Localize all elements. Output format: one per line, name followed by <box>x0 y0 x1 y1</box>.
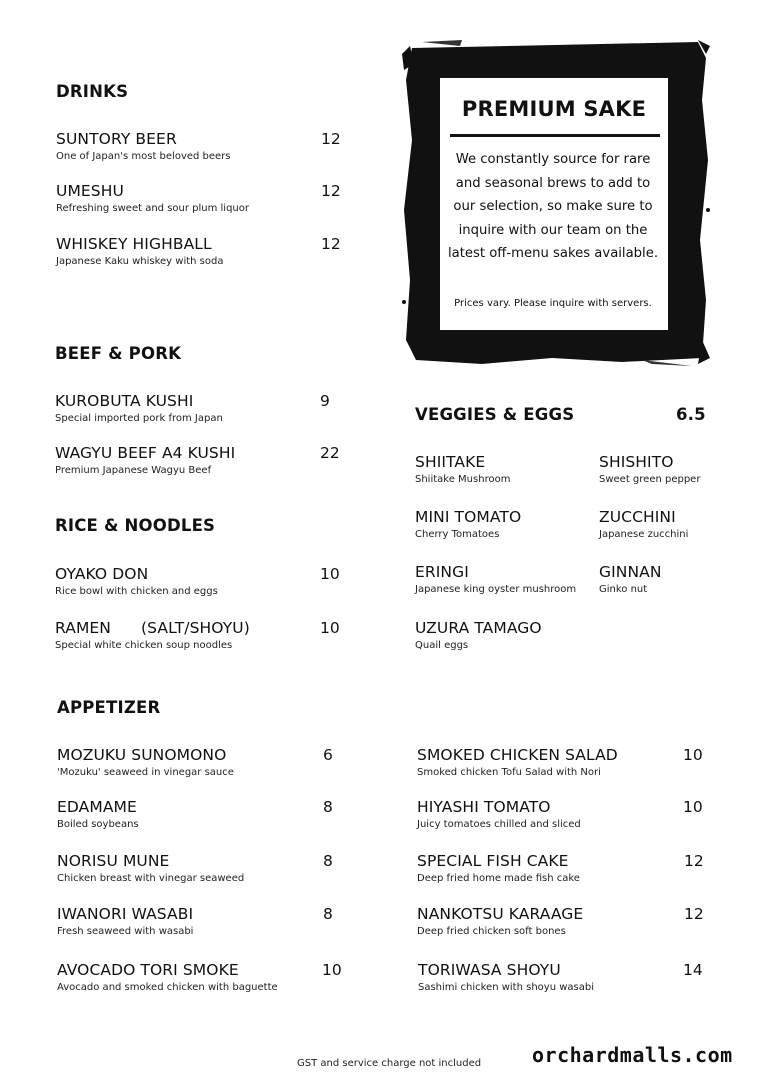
description-line: our selection, so make sure to <box>453 199 653 214</box>
item-description: Shiitake Mushroom <box>415 474 511 485</box>
item-name-main: RAMEN <box>55 619 112 637</box>
item-name: EDAMAME <box>57 798 137 816</box>
item-price: 12 <box>321 235 341 253</box>
item-name-variant: (SALT/SHOYU) <box>141 619 250 637</box>
item-name: SHIITAKE <box>415 453 486 471</box>
item-name: ZUCCHINI <box>599 508 676 526</box>
menu-item <box>415 508 521 540</box>
item-price: 8 <box>323 852 333 870</box>
section-heading-drinks: DRINKS <box>56 82 129 101</box>
menu-item <box>599 453 700 485</box>
premium-sake-title: PREMIUM SAKE <box>461 97 647 121</box>
section-price: 6.5 <box>676 405 706 424</box>
menu-item <box>417 852 580 884</box>
item-name: SHISHITO <box>599 453 674 471</box>
menu-item <box>57 961 278 993</box>
item-price: 12 <box>684 852 704 870</box>
item-name: UZURA TAMAGO <box>415 619 542 637</box>
section-heading-beef-pork: BEEF & PORK <box>55 344 182 363</box>
item-description: One of Japan's most beloved beers <box>56 151 231 162</box>
item-description: Sweet green pepper <box>599 474 701 485</box>
item-description: 'Mozuku' seaweed in vinegar sauce <box>57 767 234 778</box>
item-price: 22 <box>320 444 340 462</box>
item-name: OYAKO DON <box>55 565 149 583</box>
menu-item <box>417 798 581 830</box>
tax-service-note: GST and service charge not included <box>297 1058 482 1069</box>
section-heading-rice-noodles: RICE & NOODLES <box>55 516 216 535</box>
menu-item <box>57 798 139 830</box>
item-name: IWANORI WASABI <box>57 905 194 923</box>
menu-item <box>55 444 235 476</box>
menu-item <box>56 130 231 162</box>
item-price: 10 <box>683 798 703 816</box>
item-description: Fresh seaweed with wasabi <box>57 926 194 937</box>
premium-sake-price-note: Prices vary. Please inquire with servers. <box>454 298 652 309</box>
item-name: NORISU MUNE <box>57 852 170 870</box>
item-name: NANKOTSU KARAAGE <box>417 905 584 923</box>
menu-item <box>418 961 594 993</box>
item-name: GINNAN <box>599 563 662 581</box>
item-description: Deep fried chicken soft bones <box>417 926 566 937</box>
item-price: 8 <box>323 798 333 816</box>
item-description: Japanese Kaku whiskey with soda <box>56 256 224 267</box>
item-price: 8 <box>323 905 333 923</box>
title-underline <box>450 134 660 137</box>
item-description: Ginko nut <box>599 584 648 595</box>
menu-item <box>417 905 583 937</box>
menu-item <box>55 619 250 651</box>
item-name: UMESHU <box>56 182 124 200</box>
menu-item <box>55 565 218 597</box>
item-description: Rice bowl with chicken and eggs <box>55 586 218 597</box>
menu-item <box>55 392 223 424</box>
item-description: Boiled soybeans <box>57 819 139 830</box>
description-line: latest off-menu sakes available. <box>447 246 659 261</box>
item-price: 14 <box>683 961 703 979</box>
premium-sake-description <box>446 148 660 266</box>
item-description: Quail eggs <box>415 640 469 651</box>
menu-item <box>57 852 244 884</box>
menu-item <box>417 746 618 778</box>
item-price: 6 <box>323 746 333 764</box>
item-description: Avocado and smoked chicken with baguette <box>57 982 278 993</box>
menu-item <box>415 563 576 595</box>
menu-item <box>57 905 193 937</box>
item-price: 10 <box>683 746 703 764</box>
menu-item <box>599 563 662 595</box>
menu-item <box>56 182 249 214</box>
item-name: SUNTORY BEER <box>56 130 177 148</box>
item-description: Japanese king oyster mushroom <box>415 584 577 595</box>
item-price: 10 <box>320 565 340 583</box>
item-name <box>55 619 250 637</box>
item-description: Chicken breast with vinegar seaweed <box>57 873 245 884</box>
item-name: TORIWASA SHOYU <box>418 961 561 979</box>
item-name: MINI TOMATO <box>415 508 522 526</box>
menu-item <box>57 746 234 778</box>
item-name: KUROBUTA KUSHI <box>55 392 194 410</box>
item-name: SPECIAL FISH CAKE <box>417 852 569 870</box>
menu-item <box>56 235 223 267</box>
item-name: HIYASHI TOMATO <box>417 798 551 816</box>
watermark: orchardmalls.com <box>532 1043 733 1067</box>
item-name: SMOKED CHICKEN SALAD <box>417 746 618 764</box>
item-description: Sashimi chicken with shoyu wasabi <box>418 982 594 993</box>
section-heading-veggies-eggs: VEGGIES & EGGS <box>415 405 575 424</box>
item-price: 12 <box>321 130 341 148</box>
menu-item <box>415 453 510 485</box>
item-price: 12 <box>684 905 704 923</box>
section-heading-appetizer: APPETIZER <box>57 698 161 717</box>
item-price: 9 <box>320 392 330 410</box>
item-name: MOZUKU SUNOMONO <box>57 746 227 764</box>
item-price: 10 <box>320 619 340 637</box>
menu-item <box>415 619 542 651</box>
item-name: AVOCADO TORI SMOKE <box>57 961 239 979</box>
item-description: Special imported pork from Japan <box>55 413 223 424</box>
item-description: Juicy tomatoes chilled and sliced <box>417 819 581 830</box>
item-price: 12 <box>321 182 341 200</box>
menu-item <box>599 508 688 540</box>
item-name: WHISKEY HIGHBALL <box>56 235 212 253</box>
description-line: inquire with our team on the <box>458 222 648 238</box>
item-name: WAGYU BEEF A4 KUSHI <box>55 444 236 462</box>
item-description: Japanese zucchini <box>599 529 689 540</box>
item-description: Cherry Tomatoes <box>415 529 500 540</box>
item-description: Smoked chicken Tofu Salad with Nori <box>417 767 601 778</box>
description-line: We constantly source for rare <box>455 152 651 167</box>
description-line: and seasonal brews to add to <box>455 175 651 191</box>
item-description: Deep fried home made fish cake <box>417 873 580 884</box>
item-description: Special white chicken soup noodles <box>55 640 233 651</box>
item-description: Premium Japanese Wagyu Beef <box>55 465 212 476</box>
item-price: 10 <box>322 961 342 979</box>
item-name: ERINGI <box>415 563 469 581</box>
item-description: Refreshing sweet and sour plum liquor <box>56 203 250 214</box>
